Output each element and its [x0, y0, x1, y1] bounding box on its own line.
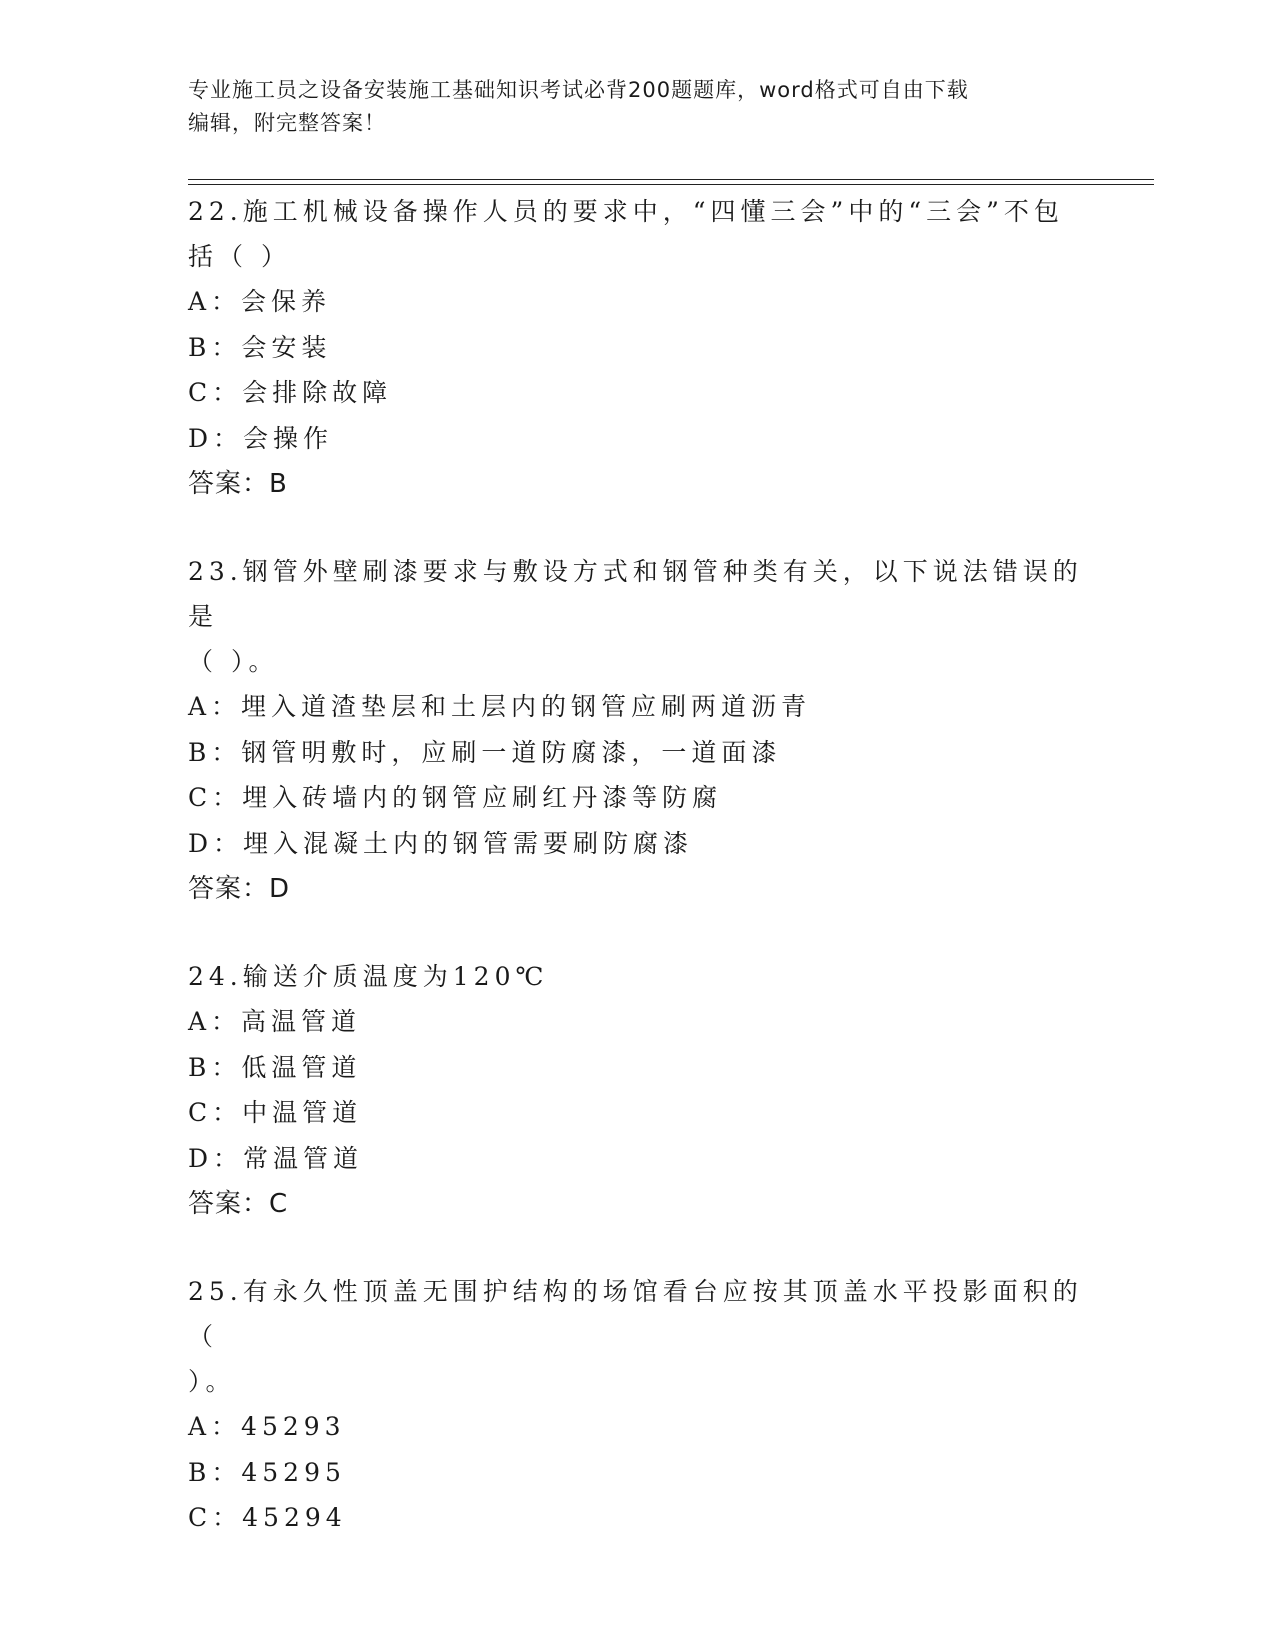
question-list	[188, 189, 1088, 1583]
document-header	[188, 74, 1068, 140]
option-c: C：埋入砖墙内的钢管应刷红丹漆等防腐	[188, 783, 723, 812]
option-a: A：45293	[188, 1412, 346, 1441]
question-text-continued: ）。	[188, 1367, 236, 1396]
option-c: C：会排除故障	[188, 378, 393, 407]
header-divider-bottom	[188, 184, 1154, 185]
question-text: 25.有永久性顶盖无围护结构的场馆看台应按其顶盖水平投影面积的（	[188, 1277, 1083, 1351]
question-text: 23.钢管外壁刷漆要求与敷设方式和钢管种类有关，以下说法错误的是	[188, 557, 1083, 631]
question-22	[188, 189, 1088, 507]
question-text-continued: 括（ ）	[188, 242, 291, 271]
answer: 答案：B	[188, 469, 288, 499]
option-d: D：埋入混凝土内的钢管需要刷防腐漆	[188, 828, 694, 858]
question-text-continued: （ ）。	[188, 647, 279, 676]
option-b: B：45295	[188, 1457, 346, 1487]
header-line-1: 专业施工员之设备安装施工基础知识考试必背200题题库，word格式可自由下载	[188, 78, 969, 102]
option-a: A：高温管道	[188, 1007, 362, 1036]
option-b: B：钢管明敷时，应刷一道防腐漆，一道面漆	[188, 737, 782, 767]
option-b: B：会安装	[188, 332, 332, 362]
question-23	[188, 549, 1088, 912]
answer: 答案：D	[188, 874, 291, 904]
header-divider-top	[188, 179, 1154, 180]
option-a: A：埋入道渣垫层和土层内的钢管应刷两道沥青	[188, 692, 812, 721]
question-text: 22.施工机械设备操作人员的要求中，“四懂三会”中的“三会”不包	[188, 197, 1064, 226]
option-c: C：中温管道	[188, 1098, 363, 1127]
question-25	[188, 1269, 1088, 1541]
option-b: B：低温管道	[188, 1052, 362, 1082]
option-c: C：45294	[188, 1503, 347, 1532]
question-text: 24.输送介质温度为120℃	[188, 962, 549, 991]
option-a: A：会保养	[188, 287, 332, 316]
option-d: D：常温管道	[188, 1143, 364, 1173]
option-d: D：会操作	[188, 423, 334, 453]
question-24	[188, 954, 1088, 1227]
answer: 答案：C	[188, 1189, 289, 1219]
header-line-2: 编辑，附完整答案！	[188, 111, 386, 135]
